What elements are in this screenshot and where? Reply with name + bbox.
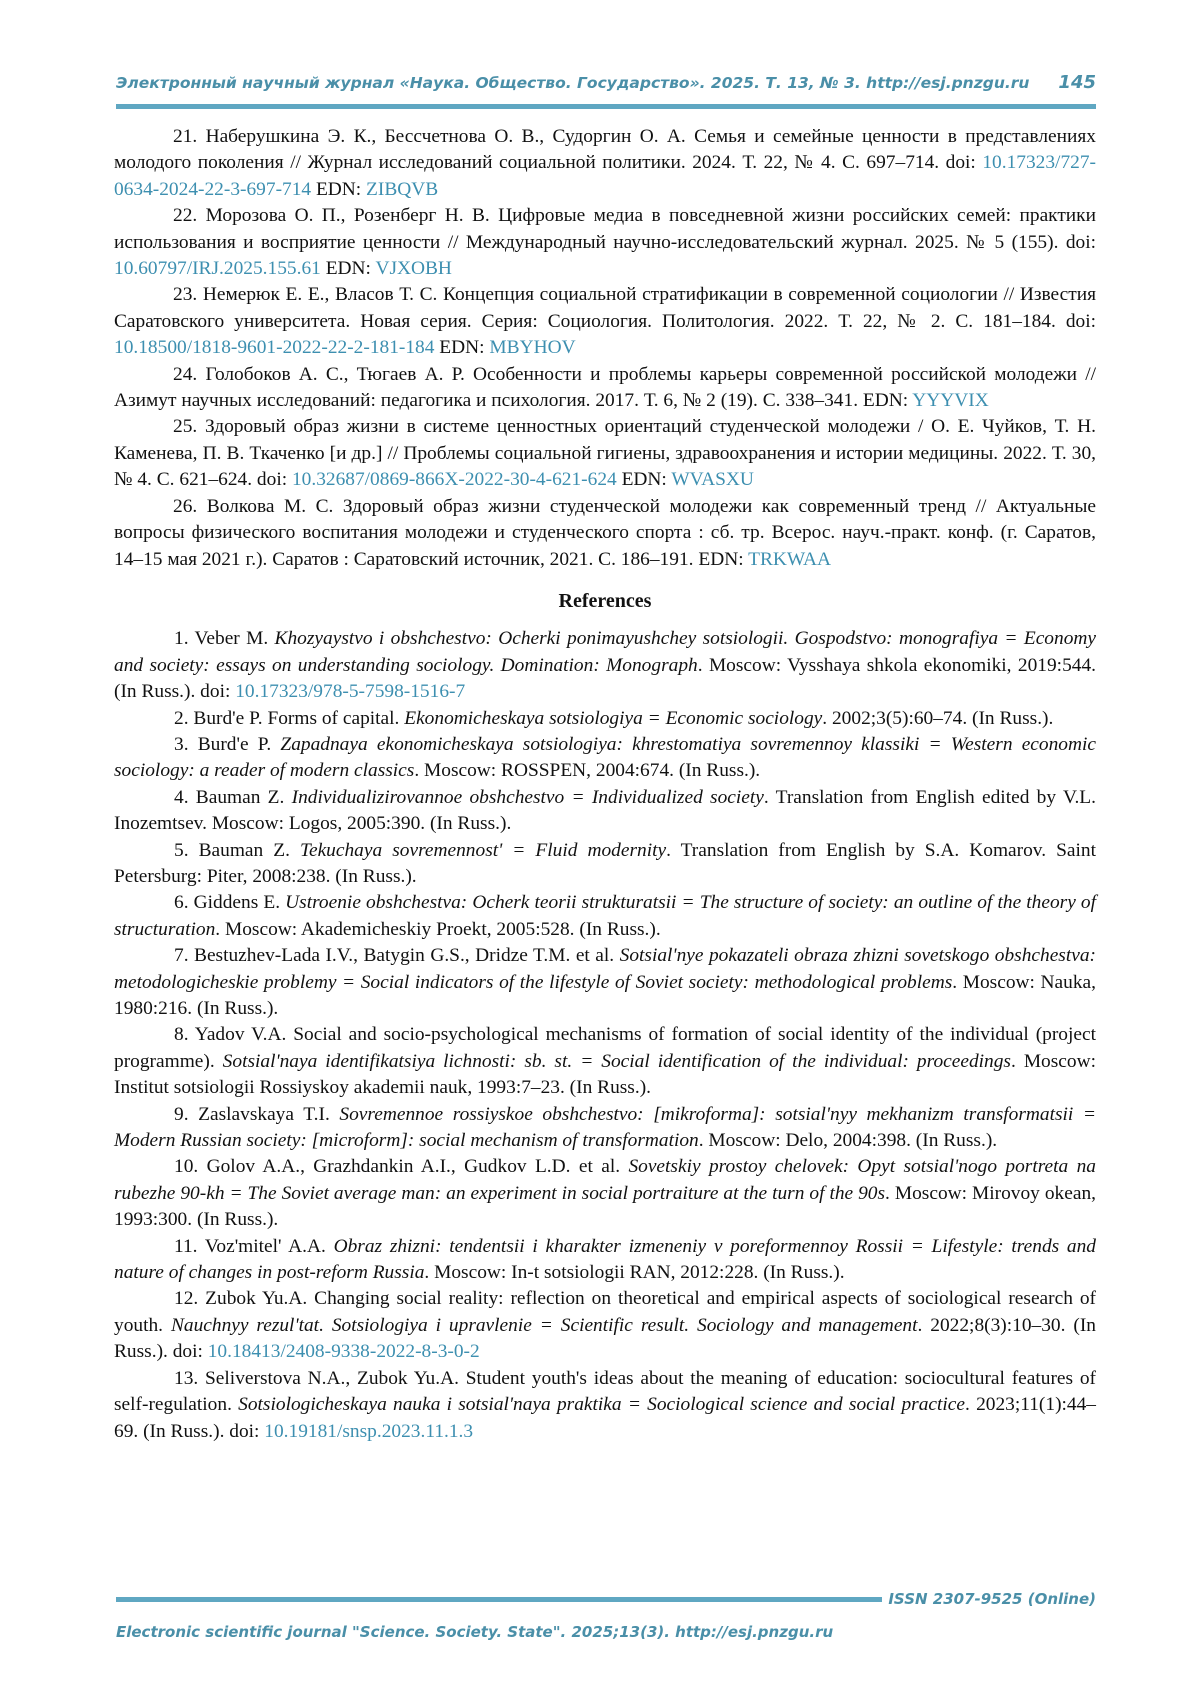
reference-title: Ekonomicheskaya sotsiologiya = Economic sociology: [404, 707, 823, 729]
reference-text: 24. Голобоков А. С., Тюгаев А. Р. Особенности и проблемы карьеры современной российской молодежи // Азимут научных исследований: педагогика и психология. 2017. Т. 6, № 2 (19). С. 338–341.: [114, 363, 1096, 412]
issn-label: ISSN 2307-9525 (Online): [888, 1590, 1096, 1608]
reference-details: . Translation from English edited by V.L. Inozemtsev. Moscow: Logos, 2005:390. (In Russ.).: [114, 786, 1096, 835]
doi-link[interactable]: 10.18413/2408-9338-2022-8-3-0-2: [207, 1341, 480, 1363]
reference-details: . Moscow: Institut sotsiologii Rossiyskoy akademii nauk, 1993:7–23. (In Russ.).: [114, 1050, 1096, 1099]
edn-label: EDN:: [698, 548, 749, 570]
reference-details: . Moscow: Vysshaya shkola ekonomiki, 2019:544. (In Russ.). doi:: [114, 654, 1097, 703]
reference-item: [114, 1154, 1096, 1233]
reference-item: [114, 1234, 1096, 1287]
edn-label: EDN:: [311, 178, 367, 200]
reference-item: [114, 1366, 1096, 1445]
references-heading: References: [558, 589, 652, 612]
edn-label: EDN:: [434, 337, 490, 359]
reference-details: . Moscow: In-t sotsiologii RAN, 2012:228. (In Russ.).: [424, 1262, 845, 1284]
reference-title: Ustroenie obshchestva: Ocherk teorii strukturatsii = The structure of society: an outline of the theory of structuration: [114, 892, 1096, 940]
reference-text: 25. Здоровый образ жизни в системе ценностных ориентаций студенческой молодежи / О. Е. Чуйков, Т. Н. Каменева, П. В. Ткаченко [и др.] // Проблемы социальной гигиены, здравоохранения и истории медицины. 2022. Т. 30, № 4. С. 621–624. doi:: [114, 416, 1096, 491]
reference-body: [114, 124, 1096, 1445]
reference-item: [114, 362, 1096, 415]
reference-details: . 2023;11(1):44–69. (In Russ.). doi:: [114, 1394, 1097, 1442]
reference-authors: 4. Bauman Z.: [174, 786, 292, 808]
reference-title: Sotsial'naya identifikatsiya lichnosti: sb. st. = Social identification of the individual: proceedings: [222, 1050, 1011, 1072]
reference-authors: 3. Burd'e P.: [174, 733, 281, 755]
reference-authors: 6. Giddens E.: [174, 892, 286, 914]
reference-title: Zapadnaya ekonomicheskaya sotsiologiya: khrestomatiya sovremennoy klassiki = Western economic sociology: a reader of modern classics: [114, 733, 1096, 782]
reference-item: [114, 706, 1096, 732]
reference-item: [114, 838, 1096, 891]
reference-authors: 7. Bestuzhev-Lada I.V., Batygin G.S., Dridze T.M. et al.: [174, 945, 620, 967]
reference-title: Tekuchaya sovremennost' = Fluid modernity: [299, 839, 667, 861]
edn-link[interactable]: YYYVIX: [912, 390, 989, 412]
reference-authors: 5. Bauman Z.: [174, 839, 300, 861]
edn-label: EDN:: [320, 258, 376, 280]
reference-item: [114, 890, 1096, 943]
reference-title: Nauchnyy rezul'tat. Sotsiologiya i upravlenie = Scientific result. Sociology and management: [170, 1314, 918, 1336]
reference-title: Sovetskiy prostoy chelovek: Opyt sotsial'nogo portreta na rubezhe 90-kh = The Soviet average man: an experiment in social portraiture at the turn of the 90s: [114, 1156, 1096, 1204]
reference-details: . Moscow: Delo, 2004:398. (In Russ.).: [698, 1130, 998, 1152]
reference-item: [114, 785, 1096, 838]
reference-authors: 9. Zaslavskaya T.I.: [174, 1103, 340, 1125]
reference-authors: 13. Seliverstova N.A., Zubok Yu.A. Student youth's ideas about the meaning of education: sociocultural features of self-regulation.: [114, 1367, 1096, 1416]
reference-item: [114, 494, 1096, 573]
reference-details: . Translation from English by S.A. Komarov. Saint Petersburg: Piter, 2008:238. (In Russ.).: [114, 839, 1096, 887]
reference-title: Sotsial'nye pokazateli obraza zhizni sovetskogo obshchestva: metodologicheskie problemy = Social indicators of the lifestyle of Soviet society: methodological problems: [114, 945, 1096, 993]
reference-title: Khozyaystvo i obshchestvo: Ocherki ponimayushchey sotsiologii. Gospodstvo: monografiya = Economy and society: essays on understanding sociology. Domination: Monograph: [114, 628, 1096, 676]
reference-text: 23. Немерюк Е. Е., Власов Т. С. Концепция социальной стратификации в современной социологии // Известия Саратовского университета. Новая серия. Серия: Социология. Политология. 2022. Т. 22, № 2. С. 181–184. doi:: [114, 284, 1096, 332]
doi-link[interactable]: 10.17323/978-5-7598-1516-7: [235, 681, 466, 703]
reference-item: [114, 282, 1096, 361]
reference-authors: 8. Yadov V.A. Social and socio-psychological mechanisms of formation of social identity of the individual (project programme).: [114, 1024, 1096, 1072]
reference-title: Obraz zhizni: tendentsii i kharakter izmeneniy v poreformennoy Rossii = Lifestyle: trends and nature of changes in post-reform Russia: [114, 1235, 1096, 1284]
reference-details: . Moscow: ROSSPEN, 2004:674. (In Russ.).: [414, 760, 761, 782]
doi-link[interactable]: 10.18500/1818-9601-2022-22-2-181-184: [114, 337, 435, 359]
footer-rule: [116, 1597, 882, 1602]
reference-item: [114, 943, 1096, 1022]
page-number: 145: [1058, 72, 1096, 93]
reference-details: . 2022;8(3):10–30. (In Russ.). doi:: [114, 1314, 1096, 1363]
reference-item: [114, 626, 1096, 705]
reference-title: Individualizirovannoe obshchestvo = Individualized society: [291, 786, 764, 808]
reference-item: [114, 732, 1096, 785]
doi-link[interactable]: 10.17323/727-0634-2024-22-3-697-714: [114, 152, 1096, 200]
running-header: [116, 72, 1096, 98]
reference-text: 21. Наберушкина Э. К., Бессчетнова О. В., Судоргин О. А. Семья и семейные ценности в представлениях молодого поколения // Журнал исследований социальной политики. 2024. Т. 22, № 4. С. 697–714. doi:: [114, 126, 1096, 174]
edn-link[interactable]: TRKWAA: [748, 548, 832, 570]
reference-authors: 11. Voz'mitel' A.A.: [174, 1235, 334, 1257]
header-journal-line: Электронный научный журнал «Наука. Общество. Государство». 2025. Т. 13, № 3. http://esj.pnzgu.ru: [116, 74, 1030, 92]
edn-label: EDN:: [862, 390, 913, 412]
english-reference-list: [114, 626, 1096, 1445]
reference-details: . Moscow: Nauka, 1980:216. (In Russ.).: [114, 971, 1096, 1019]
reference-text: 26. Волкова М. С. Здоровый образ жизни студенческой молодежи как современный тренд // Актуальные вопросы физического воспитания молодежи и студенческого спорта : сб. тр. Всерос. науч.-практ. конф. (г. Саратов, 14–15 мая 2021 г.). Саратов : Саратовский источник, 2021. С. 186–191.: [114, 495, 1096, 570]
reference-authors: 10. Golov A.A., Grazhdankin A.I., Gudkov L.D. et al.: [174, 1156, 629, 1178]
doi-link[interactable]: 10.60797/IRJ.2025.155.61: [114, 258, 321, 280]
reference-text: 22. Морозова О. П., Розенберг Н. В. Цифровые медиа в повседневной жизни российских семей: практики использования и восприятие ценности // Международный научно-исследовательский журнал. 2025. № 5 (155). doi:: [114, 205, 1096, 253]
reference-details: . Moscow: Akademicheskiy Proekt, 2005:528. (In Russ.).: [215, 918, 661, 940]
reference-authors: 1. Veber M.: [174, 628, 275, 650]
russian-reference-list: [114, 124, 1096, 573]
doi-link[interactable]: 10.32687/0869-866X-2022-30-4-621-624: [291, 469, 617, 491]
reference-details: . 2002;3(5):60–74. (In Russ.).: [822, 707, 1054, 729]
reference-item: [114, 1102, 1096, 1155]
reference-item: [114, 1286, 1096, 1365]
reference-item: [114, 1022, 1096, 1101]
edn-label: EDN:: [616, 469, 672, 491]
reference-authors: 2. Burd'e P. Forms of capital.: [174, 707, 405, 729]
doi-link[interactable]: 10.19181/snsp.2023.11.1.3: [264, 1420, 474, 1442]
reference-item: [114, 124, 1096, 203]
reference-authors: 12. Zubok Yu.A. Changing social reality: reflection on theoretical and empirical aspects of sociological research of youth.: [114, 1288, 1096, 1336]
reference-item: [114, 203, 1096, 282]
edn-link[interactable]: MBYHOV: [489, 337, 576, 359]
reference-details: . Moscow: Mirovoy okean, 1993:300. (In Russ.).: [114, 1182, 1096, 1231]
header-rule: [116, 104, 1096, 109]
reference-title: Sotsiologicheskaya nauka i sotsial'naya praktika = Sociological science and social practice: [238, 1394, 965, 1416]
edn-link[interactable]: ZIBQVB: [366, 178, 439, 200]
footer-journal-line: Electronic scientific journal "Science. Society. State". 2025;13(3). http://esj.pnzgu.ru: [116, 1623, 834, 1641]
reference-title: Sovremennoe rossiyskoe obshchestvo: [mikroforma]: sotsial'nyy mekhanizm transformatsii = Modern Russian society: [microform]: social mechanism of transformation: [114, 1103, 1096, 1152]
edn-link[interactable]: WVASXU: [671, 469, 754, 491]
reference-item: [114, 414, 1096, 493]
edn-link[interactable]: VJXOBH: [375, 258, 452, 280]
